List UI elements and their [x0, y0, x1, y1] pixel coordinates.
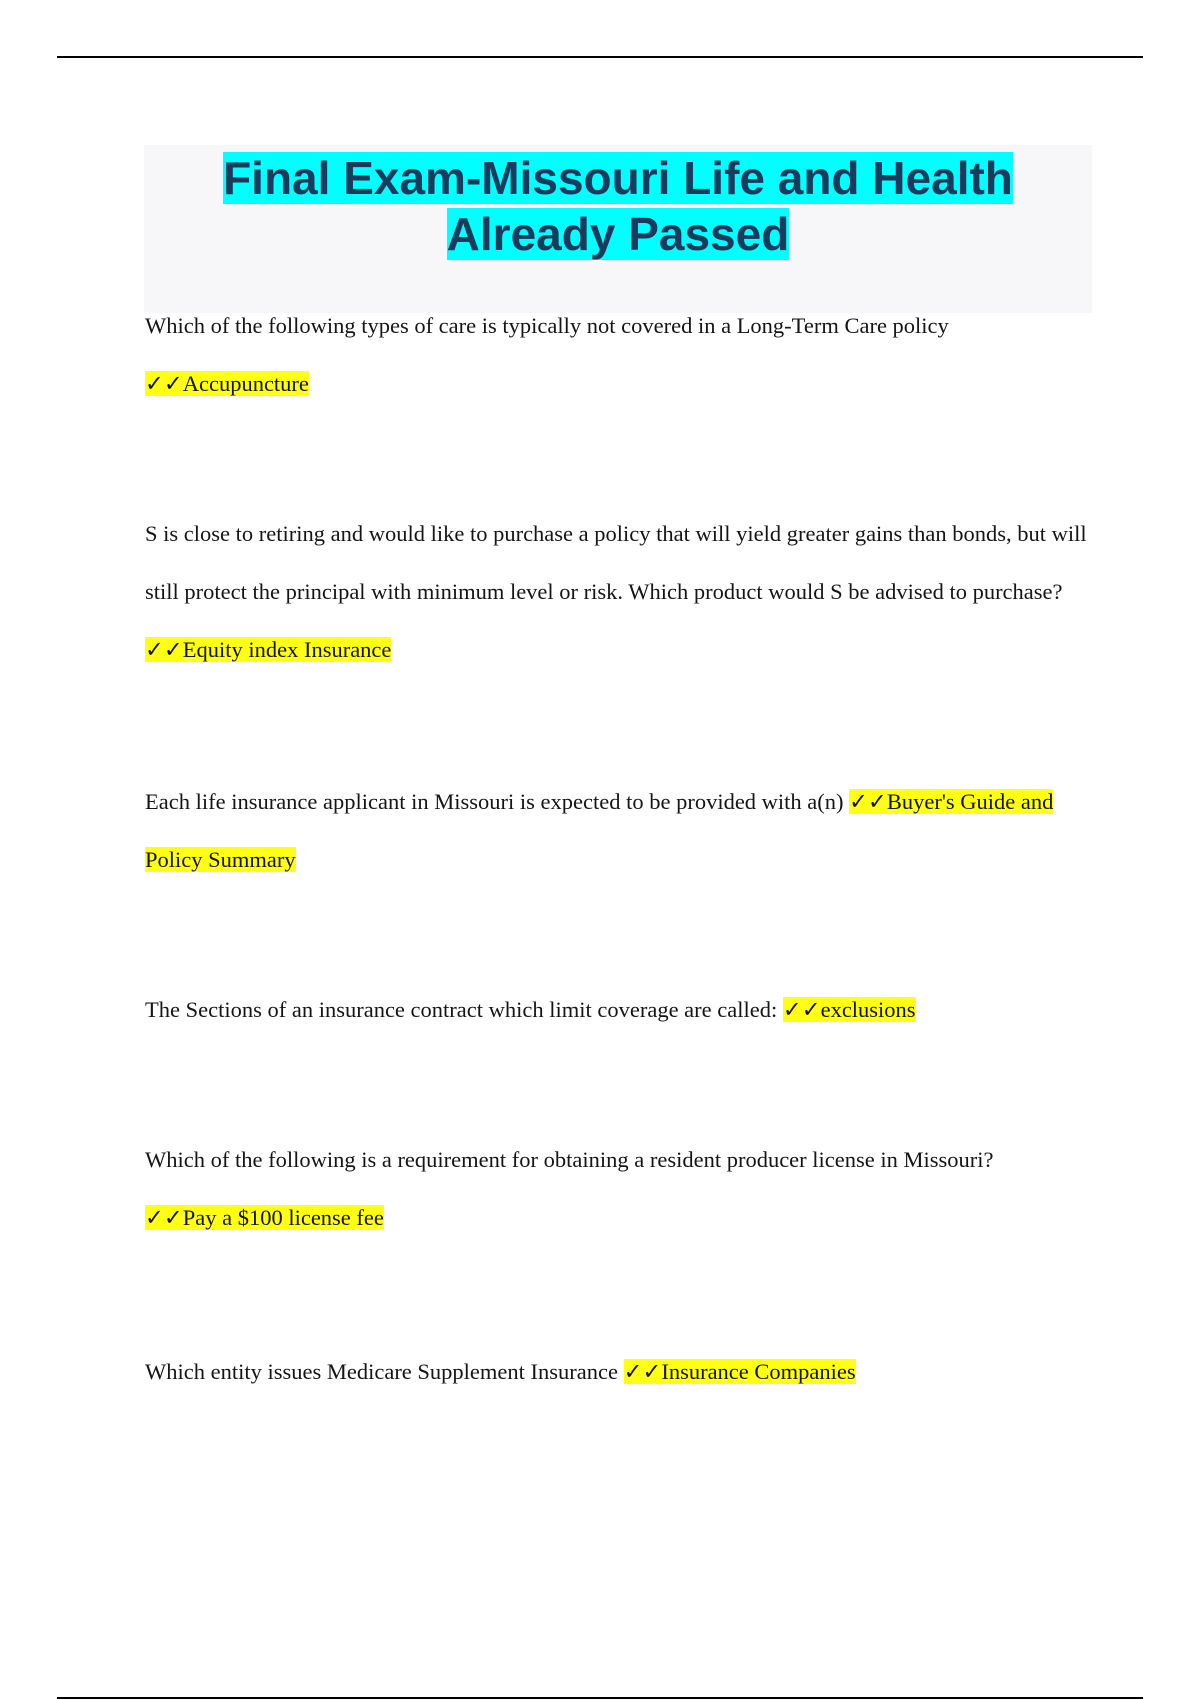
question-text: S is close to retiring and would like to purchase a policy that will yield greater gains than bonds, but will still protect the principal with minimum level or risk. Which product would S be advised to purchase?	[145, 521, 1087, 604]
question-block	[145, 981, 1095, 1039]
title-banner	[144, 145, 1092, 313]
answer-highlight	[783, 997, 916, 1022]
top-rule	[57, 56, 1143, 58]
answer-text: Pay a $100 license fee	[182, 1205, 384, 1230]
question-text: Which entity issues Medicare Supplement Insurance	[145, 1359, 618, 1384]
question-block	[145, 1343, 1095, 1401]
answer-highlight	[145, 1205, 384, 1230]
answer-highlight	[145, 637, 391, 662]
bottom-rule	[57, 1697, 1143, 1699]
answer-highlight	[145, 371, 309, 396]
answer-text: Equity index Insurance	[182, 637, 392, 662]
question-text: Which of the following types of care is typically not covered in a Long-Term Care policy	[145, 313, 949, 338]
check-mark-icon: ✓✓	[623, 1359, 662, 1384]
answer-text: Insurance Companies	[661, 1359, 856, 1384]
check-mark-icon: ✓✓	[145, 1205, 183, 1230]
check-mark-icon: ✓✓	[145, 371, 183, 396]
question-block	[145, 773, 1095, 889]
answer-text: Buyer's Guide and Policy Summary	[145, 789, 1054, 872]
question-block	[145, 505, 1095, 679]
question-block	[145, 1131, 1095, 1247]
check-mark-icon: ✓✓	[782, 997, 821, 1022]
question-text: Each life insurance applicant in Missouri is expected to be provided with a(n)	[145, 789, 844, 814]
check-mark-icon: ✓✓	[849, 789, 887, 814]
answer-text: Accupuncture	[182, 371, 309, 396]
document-title: Final Exam-Missouri Life and Health Already Passed	[223, 152, 1013, 260]
question-text: Which of the following is a requirement for obtaining a resident producer license in Missouri?	[145, 1147, 994, 1172]
question-block	[145, 297, 1095, 413]
check-mark-icon: ✓✓	[145, 637, 183, 662]
answer-highlight	[624, 1359, 856, 1384]
answer-text: exclusions	[820, 997, 916, 1022]
question-text: The Sections of an insurance contract which limit coverage are called:	[145, 997, 778, 1022]
